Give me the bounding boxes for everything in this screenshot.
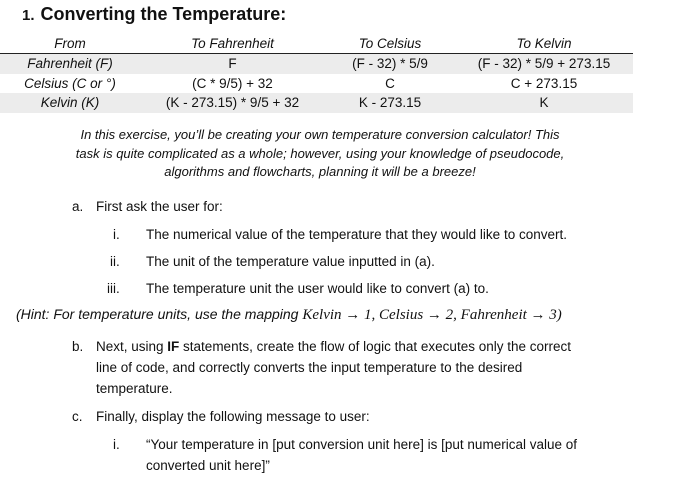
table-row-fahrenheit <box>0 54 633 74</box>
table-cell: K <box>455 93 633 113</box>
table-cell: C <box>385 75 395 91</box>
table-cell: Celsius (C or °) <box>24 75 116 91</box>
item-b-text <box>96 336 656 399</box>
header-from: From <box>0 33 140 54</box>
item-a-marker: a. <box>72 199 84 214</box>
table-header-row <box>0 33 633 54</box>
subitem-marker: iii. <box>107 281 120 296</box>
subitem-text: The numerical value of the temperature that they would like to convert. <box>146 227 567 242</box>
intro-line: task is quite complicated as a whole; however, using your knowledge of pseudocode, <box>75 145 565 161</box>
header-to-kelvin: To Kelvin <box>455 33 633 54</box>
table-row-celsius <box>0 74 633 94</box>
item-c-message <box>146 434 646 476</box>
section-heading <box>22 4 286 25</box>
message-line: converted unit here]” <box>146 458 270 473</box>
item-b-line: line of code, and correctly converts the input temperature to the desired <box>96 360 523 375</box>
table-cell: Kelvin (K) <box>0 93 140 113</box>
table-cell: K - 273.15 <box>325 93 455 113</box>
subitem-marker: ii. <box>110 254 120 269</box>
table-cell: (F - 32) * 5/9 + 273.15 <box>455 54 633 74</box>
item-b-marker: b. <box>72 339 84 354</box>
table-row-kelvin <box>0 93 633 113</box>
item-b-line: temperature. <box>96 381 173 396</box>
table-cell: (C * 9/5) + 32 <box>192 75 273 91</box>
conversion-table <box>0 33 633 113</box>
hint-mapping: Kelvin → 1, Celsius → 2, Fahrenheit → 3) <box>302 307 562 323</box>
subitem-text: The temperature unit the user would like to convert (a) to. <box>146 281 489 296</box>
table-cell: F <box>140 54 325 74</box>
item-b-text-bold: IF <box>167 339 180 354</box>
section-number: 1. <box>22 7 35 24</box>
item-a-text: First ask the user for: <box>96 199 223 214</box>
intro-paragraph <box>40 126 600 182</box>
table-cell: C + 273.15 <box>510 75 578 91</box>
item-b-text-post: statements, create the flow of logic that executes only the correct <box>179 339 571 354</box>
message-line: “Your temperature in [put conversion unit here] is [put numerical value of <box>146 437 577 452</box>
subitem-marker: i. <box>113 227 120 242</box>
item-b-text-pre: Next, using <box>96 339 168 354</box>
subitem-marker: i. <box>113 437 120 452</box>
intro-line: In this exercise, you’ll be creating your own temperature conversion calculator! This <box>80 127 560 142</box>
header-to-celsius: To Celsius <box>325 33 455 54</box>
header-to-fahrenheit: To Fahrenheit <box>140 33 325 54</box>
item-c-marker: c. <box>72 409 83 424</box>
hint-prefix: (Hint: For temperature units, use the mapping <box>16 306 303 322</box>
table-cell: (K - 273.15) * 9/5 + 32 <box>140 93 325 113</box>
intro-line: algorithms and flowcharts, planning it will be a breeze! <box>164 164 476 179</box>
table-cell: Fahrenheit (F) <box>0 54 140 74</box>
hint-text <box>16 306 562 324</box>
item-c-text: Finally, display the following message to user: <box>96 409 370 424</box>
section-title: Converting the Temperature: <box>40 4 287 24</box>
table-cell: (F - 32) * 5/9 <box>325 54 455 74</box>
subitem-text: The unit of the temperature value inputted in (a). <box>146 254 435 269</box>
